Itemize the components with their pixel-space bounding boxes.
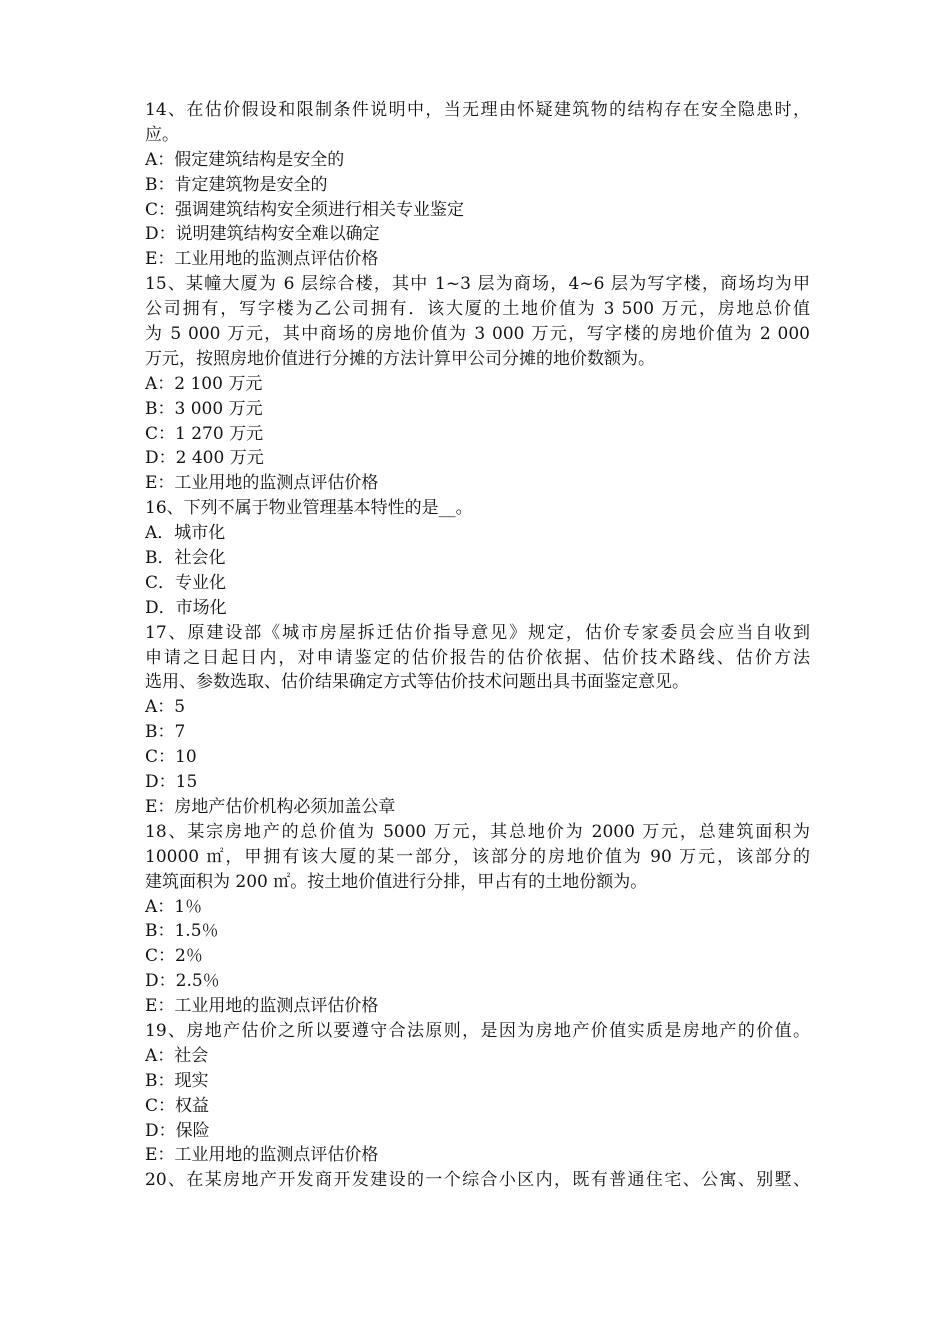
question-14-option-a: A：假定建筑结构是安全的 <box>145 149 345 170</box>
question-17-text-line-2: 申请之日起日内，对申请鉴定的估价报告的估价依据、估价技术路线、估价方法 <box>145 647 810 668</box>
question-19-option-b: B：现实 <box>145 1070 209 1091</box>
question-14-option-b: B：肯定建筑物是安全的 <box>145 174 328 195</box>
question-18-option-b: B：1.5％ <box>145 921 219 942</box>
question-14-text-line-1: 14、在估价假设和限制条件说明中，当无理由怀疑建筑物的结构存在安全隐患时， <box>145 100 810 120</box>
question-15-option-d: D：2 400 万元 <box>145 448 264 469</box>
question-18-text-line-1: 18、某宗房地产的总价值为 5000 万元，其总地价为 2000 万元，总建筑面积为 <box>145 821 810 842</box>
question-15-option-c: C：1 270 万元 <box>145 423 264 444</box>
question-17-option-c: C：10 <box>145 747 197 768</box>
question-15-text-line-1: 15、某幢大厦为 6 层综合楼，其中 1~3 层为商场，4~6 层为写字楼，商场均为甲 <box>145 274 810 295</box>
question-20-text-line-1: 20、在某房地产开发商开发建设的一个综合小区内，既有普通住宅、公寓、别墅、 <box>145 1170 810 1191</box>
question-17-text-line-1: 17、原建设部《城市房屋拆迁估价指导意见》规定，估价专家委员会应当自收到 <box>145 622 810 643</box>
question-17-option-d: D：15 <box>145 772 198 793</box>
question-16-option-b: B．社会化 <box>145 548 226 569</box>
question-15-text-line-4: 万元，按照房地价值进行分摊的方法计算甲公司分摊的地价数额为。 <box>145 348 655 369</box>
question-18-option-e: E：工业用地的监测点评估价格 <box>145 996 379 1017</box>
question-17-option-e: E：房地产估价机构必须加盖公章 <box>145 796 396 817</box>
question-16-option-d: D．市场化 <box>145 597 227 618</box>
question-17-option-a: A：5 <box>145 697 186 718</box>
question-19-text: 19、房地产估价之所以要遵守合法原则，是因为房地产价值实质是房地产的价值。 <box>145 1020 810 1041</box>
question-19-option-a: A：社会 <box>145 1045 209 1066</box>
question-18-text-line-3: 建筑面积为 200 ㎡。按土地价值进行分排，甲占有的土地份额为。 <box>145 871 648 892</box>
question-16-option-a: A．城市化 <box>145 523 226 544</box>
question-15-option-e: E：工业用地的监测点评估价格 <box>145 473 379 494</box>
question-15-text-line-2: 公司拥有，写字楼为乙公司拥有．该大厦的土地价值为 3 500 万元，房地总价值 <box>145 299 810 320</box>
question-14-text-line-2: 应。 <box>145 124 179 145</box>
question-17-text-line-3: 选用、参数选取、估价结果确定方式等估价技术问题出具书面鉴定意见。 <box>145 672 689 693</box>
question-16-text: 16、下列不属于物业管理基本特性的是__。 <box>145 498 473 519</box>
question-15-text-line-3: 为 5 000 万元，其中商场的房地价值为 3 000 万元，写字楼的房地价值为 2 000 <box>145 324 810 345</box>
question-19-option-d: D：保险 <box>145 1120 210 1141</box>
question-19-option-e: E：工业用地的监测点评估价格 <box>145 1145 379 1166</box>
question-14-option-e: E：工业用地的监测点评估价格 <box>145 249 379 270</box>
question-18-option-d: D：2.5％ <box>145 971 220 992</box>
question-17-option-b: B：7 <box>145 722 186 743</box>
document-body <box>145 98 810 1193</box>
question-14-option-d: D：说明建筑结构安全难以确定 <box>145 224 380 245</box>
question-18-text-line-2: 10000 ㎡，甲拥有该大厦的某一部分，该部分的房地价值为 90 万元，该部分的 <box>145 846 810 867</box>
question-18-option-c: C：2％ <box>145 946 203 967</box>
question-16-option-c: C．专业化 <box>145 572 227 593</box>
question-14-option-c: C：强调建筑结构安全须进行相关专业鉴定 <box>145 199 465 220</box>
question-18-option-a: A：1％ <box>145 896 203 917</box>
question-19-option-c: C：权益 <box>145 1095 210 1116</box>
question-15-option-b: B：3 000 万元 <box>145 398 263 419</box>
question-15-option-a: A：2 100 万元 <box>145 373 263 394</box>
